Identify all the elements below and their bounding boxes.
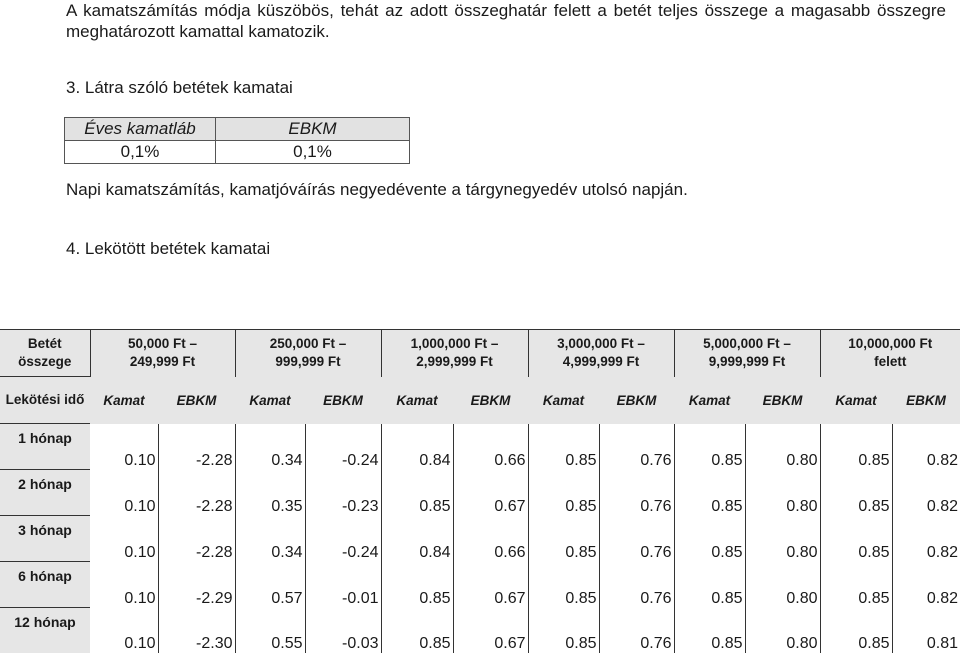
table-cell: 0.10 <box>90 516 158 562</box>
sub-header-kamat: Kamat <box>674 377 745 424</box>
group-header: 10,000,000 Ft felett <box>820 330 960 377</box>
group-header: 5,000,000 Ft – 9,999,999 Ft <box>674 330 820 377</box>
sub-header-ebkm: EBKM <box>158 377 235 424</box>
corner-label-term: Lekötési idő <box>0 377 90 424</box>
table-cell: 0.85 <box>528 608 599 653</box>
table-cell: 0.67 <box>453 562 528 608</box>
group-header: 250,000 Ft – 999,999 Ft <box>235 330 381 377</box>
table-cell: 0.85 <box>820 608 892 653</box>
group-header: 1,000,000 Ft – 2,999,999 Ft <box>381 330 528 377</box>
table-row <box>0 516 960 562</box>
table-cell: 0.85 <box>674 562 745 608</box>
table-cell: 0.85 <box>528 470 599 516</box>
table-cell: 0.85 <box>820 562 892 608</box>
table-cell: 0.80 <box>745 470 820 516</box>
table-cell: -0.23 <box>305 470 381 516</box>
table-row <box>0 562 960 608</box>
table-cell: 0.66 <box>453 424 528 470</box>
table-cell: 0.82 <box>892 516 960 562</box>
table-cell: 0.35 <box>235 470 305 516</box>
sub-header-ebkm: EBKM <box>892 377 960 424</box>
group-header: 50,000 Ft – 249,999 Ft <box>90 330 235 377</box>
table-cell: 0.85 <box>528 516 599 562</box>
table-cell: 0.80 <box>745 516 820 562</box>
table-cell: 0.85 <box>528 562 599 608</box>
table-cell: 0.34 <box>235 516 305 562</box>
table-cell: 0.76 <box>599 562 674 608</box>
corner-label-amount: Betét összege <box>0 330 90 377</box>
row-label: 1 hónap <box>0 424 90 470</box>
table-cell: 0.80 <box>745 608 820 653</box>
table-cell: 0.10 <box>90 470 158 516</box>
table-row <box>0 608 960 653</box>
table-cell: 0.10 <box>90 562 158 608</box>
header-annual-rate: Éves kamatláb <box>65 118 216 141</box>
table-cell: 0.85 <box>381 470 453 516</box>
section-4-title: 4. Lekötött betétek kamatai <box>66 239 270 259</box>
table-cell: 0.57 <box>235 562 305 608</box>
sub-header-kamat: Kamat <box>528 377 599 424</box>
table-row <box>0 470 960 516</box>
table-cell: 0.85 <box>674 608 745 653</box>
table-cell: 0.80 <box>745 562 820 608</box>
value-annual-rate: 0,1% <box>65 141 216 164</box>
header-ebkm: EBKM <box>216 118 410 141</box>
table-cell: -2.30 <box>158 608 235 653</box>
table-cell: 0.84 <box>381 424 453 470</box>
sub-header-ebkm: EBKM <box>305 377 381 424</box>
sub-header-ebkm: EBKM <box>453 377 528 424</box>
sub-header-ebkm: EBKM <box>745 377 820 424</box>
sub-header-kamat: Kamat <box>90 377 158 424</box>
table-cell: 0.82 <box>892 424 960 470</box>
table-cell: 0.76 <box>599 608 674 653</box>
table-cell: 0.82 <box>892 562 960 608</box>
group-header: 3,000,000 Ft – 4,999,999 Ft <box>528 330 674 377</box>
interest-note: Napi kamatszámítás, kamatjóváírás negyedévente a tárgynegyedév utolsó napján. <box>66 180 688 200</box>
table-cell: 0.85 <box>820 470 892 516</box>
table-cell: 0.85 <box>674 470 745 516</box>
intro-paragraph: A kamatszámítás módja küszöbös, tehát az adott összeghatár felett a betét teljes összege a magasabb összegre meghatározott kamattal kamatozik. <box>66 0 946 42</box>
term-deposit-rate-table <box>0 329 960 653</box>
table-cell: -2.28 <box>158 424 235 470</box>
row-label: 6 hónap <box>0 562 90 608</box>
table-cell: 0.10 <box>90 608 158 653</box>
table-cell: 0.67 <box>453 470 528 516</box>
demand-deposit-rate-table <box>64 117 410 164</box>
table-row <box>0 424 960 470</box>
table-cell: 0.85 <box>820 516 892 562</box>
table-cell: -0.24 <box>305 424 381 470</box>
table-cell: 0.66 <box>453 516 528 562</box>
table-cell: 0.85 <box>820 424 892 470</box>
table-cell: 0.10 <box>90 424 158 470</box>
table-cell: 0.85 <box>674 516 745 562</box>
table-cell: -2.28 <box>158 470 235 516</box>
table-cell: 0.34 <box>235 424 305 470</box>
table-cell: -0.03 <box>305 608 381 653</box>
table-cell: -2.28 <box>158 516 235 562</box>
section-3-title: 3. Látra szóló betétek kamatai <box>66 78 293 98</box>
table-cell: 0.85 <box>674 424 745 470</box>
table-cell: 0.81 <box>892 608 960 653</box>
table-cell: 0.85 <box>381 562 453 608</box>
table-cell: -0.01 <box>305 562 381 608</box>
table-cell: -0.24 <box>305 516 381 562</box>
row-label: 3 hónap <box>0 516 90 562</box>
sub-header-kamat: Kamat <box>235 377 305 424</box>
table-cell: 0.76 <box>599 516 674 562</box>
value-ebkm: 0,1% <box>216 141 410 164</box>
table-cell: 0.76 <box>599 424 674 470</box>
table-cell: 0.84 <box>381 516 453 562</box>
sub-header-kamat: Kamat <box>820 377 892 424</box>
table-cell: 0.85 <box>381 608 453 653</box>
table-cell: 0.80 <box>745 424 820 470</box>
row-label: 12 hónap <box>0 608 90 653</box>
table-cell: 0.55 <box>235 608 305 653</box>
table-cell: 0.85 <box>528 424 599 470</box>
sub-header-kamat: Kamat <box>381 377 453 424</box>
table-cell: 0.67 <box>453 608 528 653</box>
table-cell: -2.29 <box>158 562 235 608</box>
table-cell: 0.82 <box>892 470 960 516</box>
row-label: 2 hónap <box>0 470 90 516</box>
table-cell: 0.76 <box>599 470 674 516</box>
sub-header-ebkm: EBKM <box>599 377 674 424</box>
